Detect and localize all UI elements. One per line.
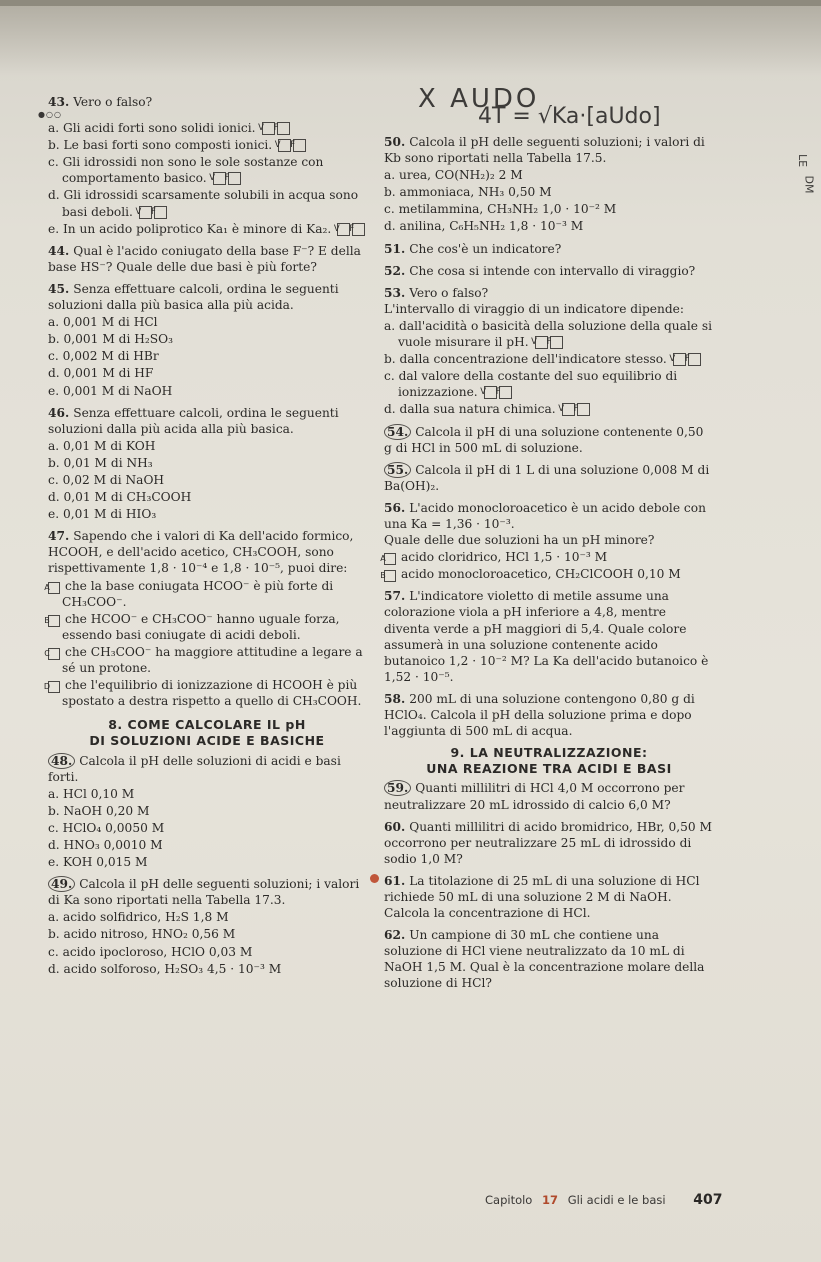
- true-false-item: b. Le basi forti sono composti ionici. V F: [48, 137, 366, 153]
- true-false-boxes[interactable]: V F: [484, 386, 512, 399]
- list-item: d. acido solforoso, H₂SO₃ 4,5 · 10⁻³ M: [48, 961, 282, 976]
- list-item: a. urea, CO(NH₂)₂ 2 M: [384, 168, 523, 183]
- option-letter: A: [384, 553, 396, 565]
- handwriting-note-1: X AUDO: [418, 84, 540, 114]
- exercise-54: 54. Calcola il pH di una soluzione contenente 0,50 g di HCl in 500 mL di soluzione.: [384, 424, 704, 455]
- page-number: 407: [693, 1192, 723, 1208]
- list-item: b. 0,001 M di H₂SO₃: [48, 332, 173, 347]
- option-letter: D: [48, 681, 60, 693]
- textbook-page: [0, 6, 821, 1262]
- exercise-49: 49. Calcola il pH delle seguenti soluzioni; i valori di Ka sono riportati nella Tabella 17.3. a. acido solfidrico, H₂S 1,8 M b. acido nitroso, HNO₂ 0,56 M c. acido ipocloroso, HClO 0,03 M d. acido solforoso, H₂SO₃ 4,5 · 10⁻³ M: [48, 876, 366, 977]
- true-false-boxes[interactable]: V F: [262, 122, 290, 135]
- option-letter: B: [48, 615, 60, 627]
- true-false-boxes[interactable]: V F: [673, 353, 701, 366]
- exercise-48: 48. Calcola il pH delle soluzioni di acidi e basi forti. a. HCl 0,10 M b. NaOH 0,20 M c. HClO₄ 0,0050 M d. HNO₃ 0,0010 M e. KOH 0,015 M: [48, 753, 366, 871]
- option-letter: B: [384, 570, 396, 582]
- exercise-55: 55. Calcola il pH di 1 L di una soluzione 0,008 M di Ba(OH)₂.: [384, 462, 710, 493]
- chapter-title: Gli acidi e le basi: [567, 1193, 666, 1207]
- exercise-43: [38, 94, 366, 237]
- exercise-number: 43.: [48, 95, 70, 109]
- left-column: [38, 94, 366, 983]
- answer-option[interactable]: C che CH₃COO⁻ ha maggiore attitudine a legare a sé un protone.: [44, 644, 363, 675]
- exercise-47: 47. Sapendo che i valori di Ka dell'acido formico, HCOOH, e dell'acido acetico, CH₃COOH, sono rispettivamente 1,8 · 10⁻⁴ e 1,8 · 10⁻⁵, puoi dire: A che la base coniugata HCOO⁻ è più forte di CH₃COO⁻. B che HCOO⁻ e CH₃COO⁻ hanno uguale forza, essendo basi coniugate di acidi deboli. C che CH₃COO⁻ ha maggiore attitudine a legare a sé un protone. D che l'equilibrio di ionizzazione di HCOOH è più spostato a destra rispetto a quello di CH₃COOH.: [48, 528, 366, 709]
- difficulty-dots: ●○○: [38, 110, 62, 120]
- exercise-50: 50. Calcola il pH delle seguenti soluzioni; i valori di Kb sono riportati nella Tabella 17.5. a. urea, CO(NH₂)₂ 2 M b. ammoniaca, NH₃ 0,50 M c. metilammina, CH₃NH₂ 1,0 · 10⁻² M d. anilina, C₆H₅NH₂ 1,8 · 10⁻³ M: [384, 134, 714, 235]
- true-false-boxes[interactable]: V F: [337, 223, 365, 236]
- exercise-61: 61. La titolazione di 25 mL di una soluzione di HCl richiede 50 mL di una soluzione 2 M di NaOH. Calcola la concentrazione di HCl.: [384, 873, 700, 921]
- true-false-item: d. Gli idrossidi scarsamente solubili in acqua sono basi deboli. V F: [48, 188, 359, 219]
- list-item: a. HCl 0,10 M: [48, 786, 135, 801]
- option-letter: A: [48, 582, 60, 594]
- section-heading: 9. LA NEUTRALIZZAZIONE: UNA REAZIONE TRA ACIDI E BASI: [426, 745, 672, 776]
- list-item: b. acido nitroso, HNO₂ 0,56 M: [48, 927, 236, 942]
- true-false-item: e. In un acido poliprotico Ka₁ è minore di Ka₂. V F: [48, 221, 366, 237]
- true-false-boxes[interactable]: V F: [278, 139, 306, 152]
- list-item: c. acido ipocloroso, HClO 0,03 M: [48, 944, 253, 959]
- option-letter: C: [48, 648, 60, 660]
- exercise-60: 60. Quanti millilitri di acido bromidrico, HBr, 0,50 M occorrono per neutralizzare 25 mL di idrossido di sodio 1,0 M?: [384, 819, 713, 866]
- section-marker-dot: [370, 874, 379, 883]
- answer-option[interactable]: A acido cloridrico, HCl 1,5 · 10⁻³ M: [380, 550, 608, 565]
- true-false-item: b. dalla concentrazione dell'indicatore stesso. V F: [384, 351, 714, 367]
- true-false-item: c. dal valore della costante del suo equilibrio di ionizzazione. V F: [384, 369, 678, 400]
- list-item: c. 0,02 M di NaOH: [48, 472, 165, 487]
- list-item: c. HClO₄ 0,0050 M: [48, 820, 165, 835]
- exercise-title: Vero o falso?: [73, 95, 153, 109]
- list-item: a. acido solfidrico, H₂S 1,8 M: [48, 910, 229, 925]
- answer-option[interactable]: A che la base coniugata HCOO⁻ è più forte di CH₃COO⁻.: [44, 578, 334, 609]
- list-item: c. metilammina, CH₃NH₂ 1,0 · 10⁻² M: [384, 202, 617, 217]
- handwriting-note-2: 4T = √Ka·[aUdo]: [478, 104, 661, 129]
- true-false-item: a. dall'acidità o basicità della soluzione della quale si vuole misurare il pH. V F: [384, 318, 713, 350]
- exercise-45: 45. Senza effettuare calcoli, ordina le seguenti soluzioni dalla più basica alla più acida. a. 0,001 M di HCl b. 0,001 M di H₂SO₃ c. 0,002 M di HBr d. 0,001 M di HF e. 0,001 M di NaOH: [48, 281, 366, 399]
- list-item: d. HNO₃ 0,0010 M: [48, 838, 163, 852]
- list-item: a. 0,01 M di KOH: [48, 438, 156, 453]
- section-heading: 8. COME CALCOLARE IL pH DI SOLUZIONI ACIDE E BASICHE: [89, 717, 325, 748]
- list-item: a. 0,001 M di HCl: [48, 315, 158, 330]
- exercise-44: 44. Qual è l'acido coniugato della base F⁻? E della base HS⁻? Quale delle due basi è più forte?: [48, 243, 361, 274]
- exercise-57: 57. L'indicatore violetto di metile assume una colorazione viola a pH inferiore a 4,8, mentre diventa verde a pH maggiori di 5,4. Quale colore assumerà in una soluzione contenente acido butanoico 1,2 · 10⁻² M? La Ka dell'acido butanoico è 1,52 · 10⁻⁵.: [384, 589, 709, 684]
- exercise-53: 53. Vero o falso? L'intervallo di viraggio di un indicatore dipende: a. dall'acidità o basicità della soluzione della quale si vuole misurare il pH. V F b. dalla concentrazione dell'indicatore stesso. V F c. dal valore della costante del suo equilibrio di ionizzazione. V F d. dalla sua natura chimica. V F: [384, 285, 713, 417]
- chapter-word: Capitolo: [485, 1193, 533, 1207]
- page-shadow: [0, 6, 821, 76]
- list-item: d. 0,01 M di CH₃COOH: [48, 490, 192, 505]
- handwriting-note-3: LE: [796, 153, 810, 168]
- list-item: d. anilina, C₆H₅NH₂ 1,8 · 10⁻³ M: [384, 219, 584, 234]
- exercise-51: 51. Che cos'è un indicatore?: [384, 241, 562, 256]
- answer-option[interactable]: D che l'equilibrio di ionizzazione di HCOOH è più spostato a destra rispetto a quello di CH₃COOH.: [43, 678, 362, 709]
- list-item: b. ammoniaca, NH₃ 0,50 M: [384, 185, 552, 200]
- true-false-boxes[interactable]: V F: [562, 403, 590, 416]
- handwriting-note-4: DM: [802, 175, 816, 194]
- list-item: c. 0,002 M di HBr: [48, 349, 159, 364]
- exercise-58: 58. 200 mL di una soluzione contengono 0,80 g di HClO₄. Calcola il pH della soluzione prima e dopo l'aggiunta di 500 mL di acqua.: [384, 691, 695, 739]
- true-false-item: d. dalla sua natura chimica. V F: [384, 401, 714, 417]
- exercise-52: 52. Che cosa si intende con intervallo di viraggio?: [384, 263, 696, 278]
- list-item: b. 0,01 M di NH₃: [48, 455, 153, 470]
- exercise-59: 59. Quanti millilitri di HCl 4,0 M occorrono per neutralizzare 20 mL idrossido di calcio 6,0 M?: [384, 781, 685, 812]
- list-item: e. 0,001 M di NaOH: [48, 383, 173, 398]
- exercise-56: 56. L'acido monocloroacetico è un acido debole con una Ka = 1,36 · 10⁻³. Quale delle due soluzioni ha un pH minore? A acido cloridrico, HCl 1,5 · 10⁻³ M B acido monocloroacetico, CH₂ClCOOH 0,10 M: [384, 500, 714, 582]
- true-false-item: a. Gli acidi forti sono solidi ionici. V F: [48, 120, 366, 136]
- true-false-boxes[interactable]: V F: [139, 206, 167, 219]
- page-footer: [485, 1192, 722, 1208]
- answer-option[interactable]: B che HCOO⁻ e CH₃COO⁻ hanno uguale forza, essendo basi coniugate di acidi deboli.: [44, 611, 340, 642]
- answer-option[interactable]: B acido monocloroacetico, CH₂ClCOOH 0,10 M: [380, 567, 681, 582]
- chapter-number: 17: [542, 1193, 559, 1207]
- right-column: [380, 134, 714, 998]
- list-item: b. NaOH 0,20 M: [48, 803, 150, 818]
- list-item: e. KOH 0,015 M: [48, 855, 148, 870]
- true-false-item: c. Gli idrossidi non sono le sole sostanze con comportamento basico. V F: [48, 155, 324, 186]
- list-item: d. 0,001 M di HF: [48, 366, 154, 381]
- exercise-62: 62. Un campione di 30 mL che contiene una soluzione di HCl viene neutralizzato da 10 mL di NaOH 1,5 M. Qual è la concentrazione molare della soluzione di HCl?: [384, 928, 705, 991]
- true-false-boxes[interactable]: V F: [213, 172, 241, 185]
- true-false-boxes[interactable]: V F: [535, 336, 563, 349]
- list-item: e. 0,01 M di HIO₃: [48, 507, 157, 522]
- exercise-46: 46. Senza effettuare calcoli, ordina le seguenti soluzioni dalla più acida alla più basica. a. 0,01 M di KOH b. 0,01 M di NH₃ c. 0,02 M di NaOH d. 0,01 M di CH₃COOH e. 0,01 M di HIO₃: [48, 405, 366, 523]
